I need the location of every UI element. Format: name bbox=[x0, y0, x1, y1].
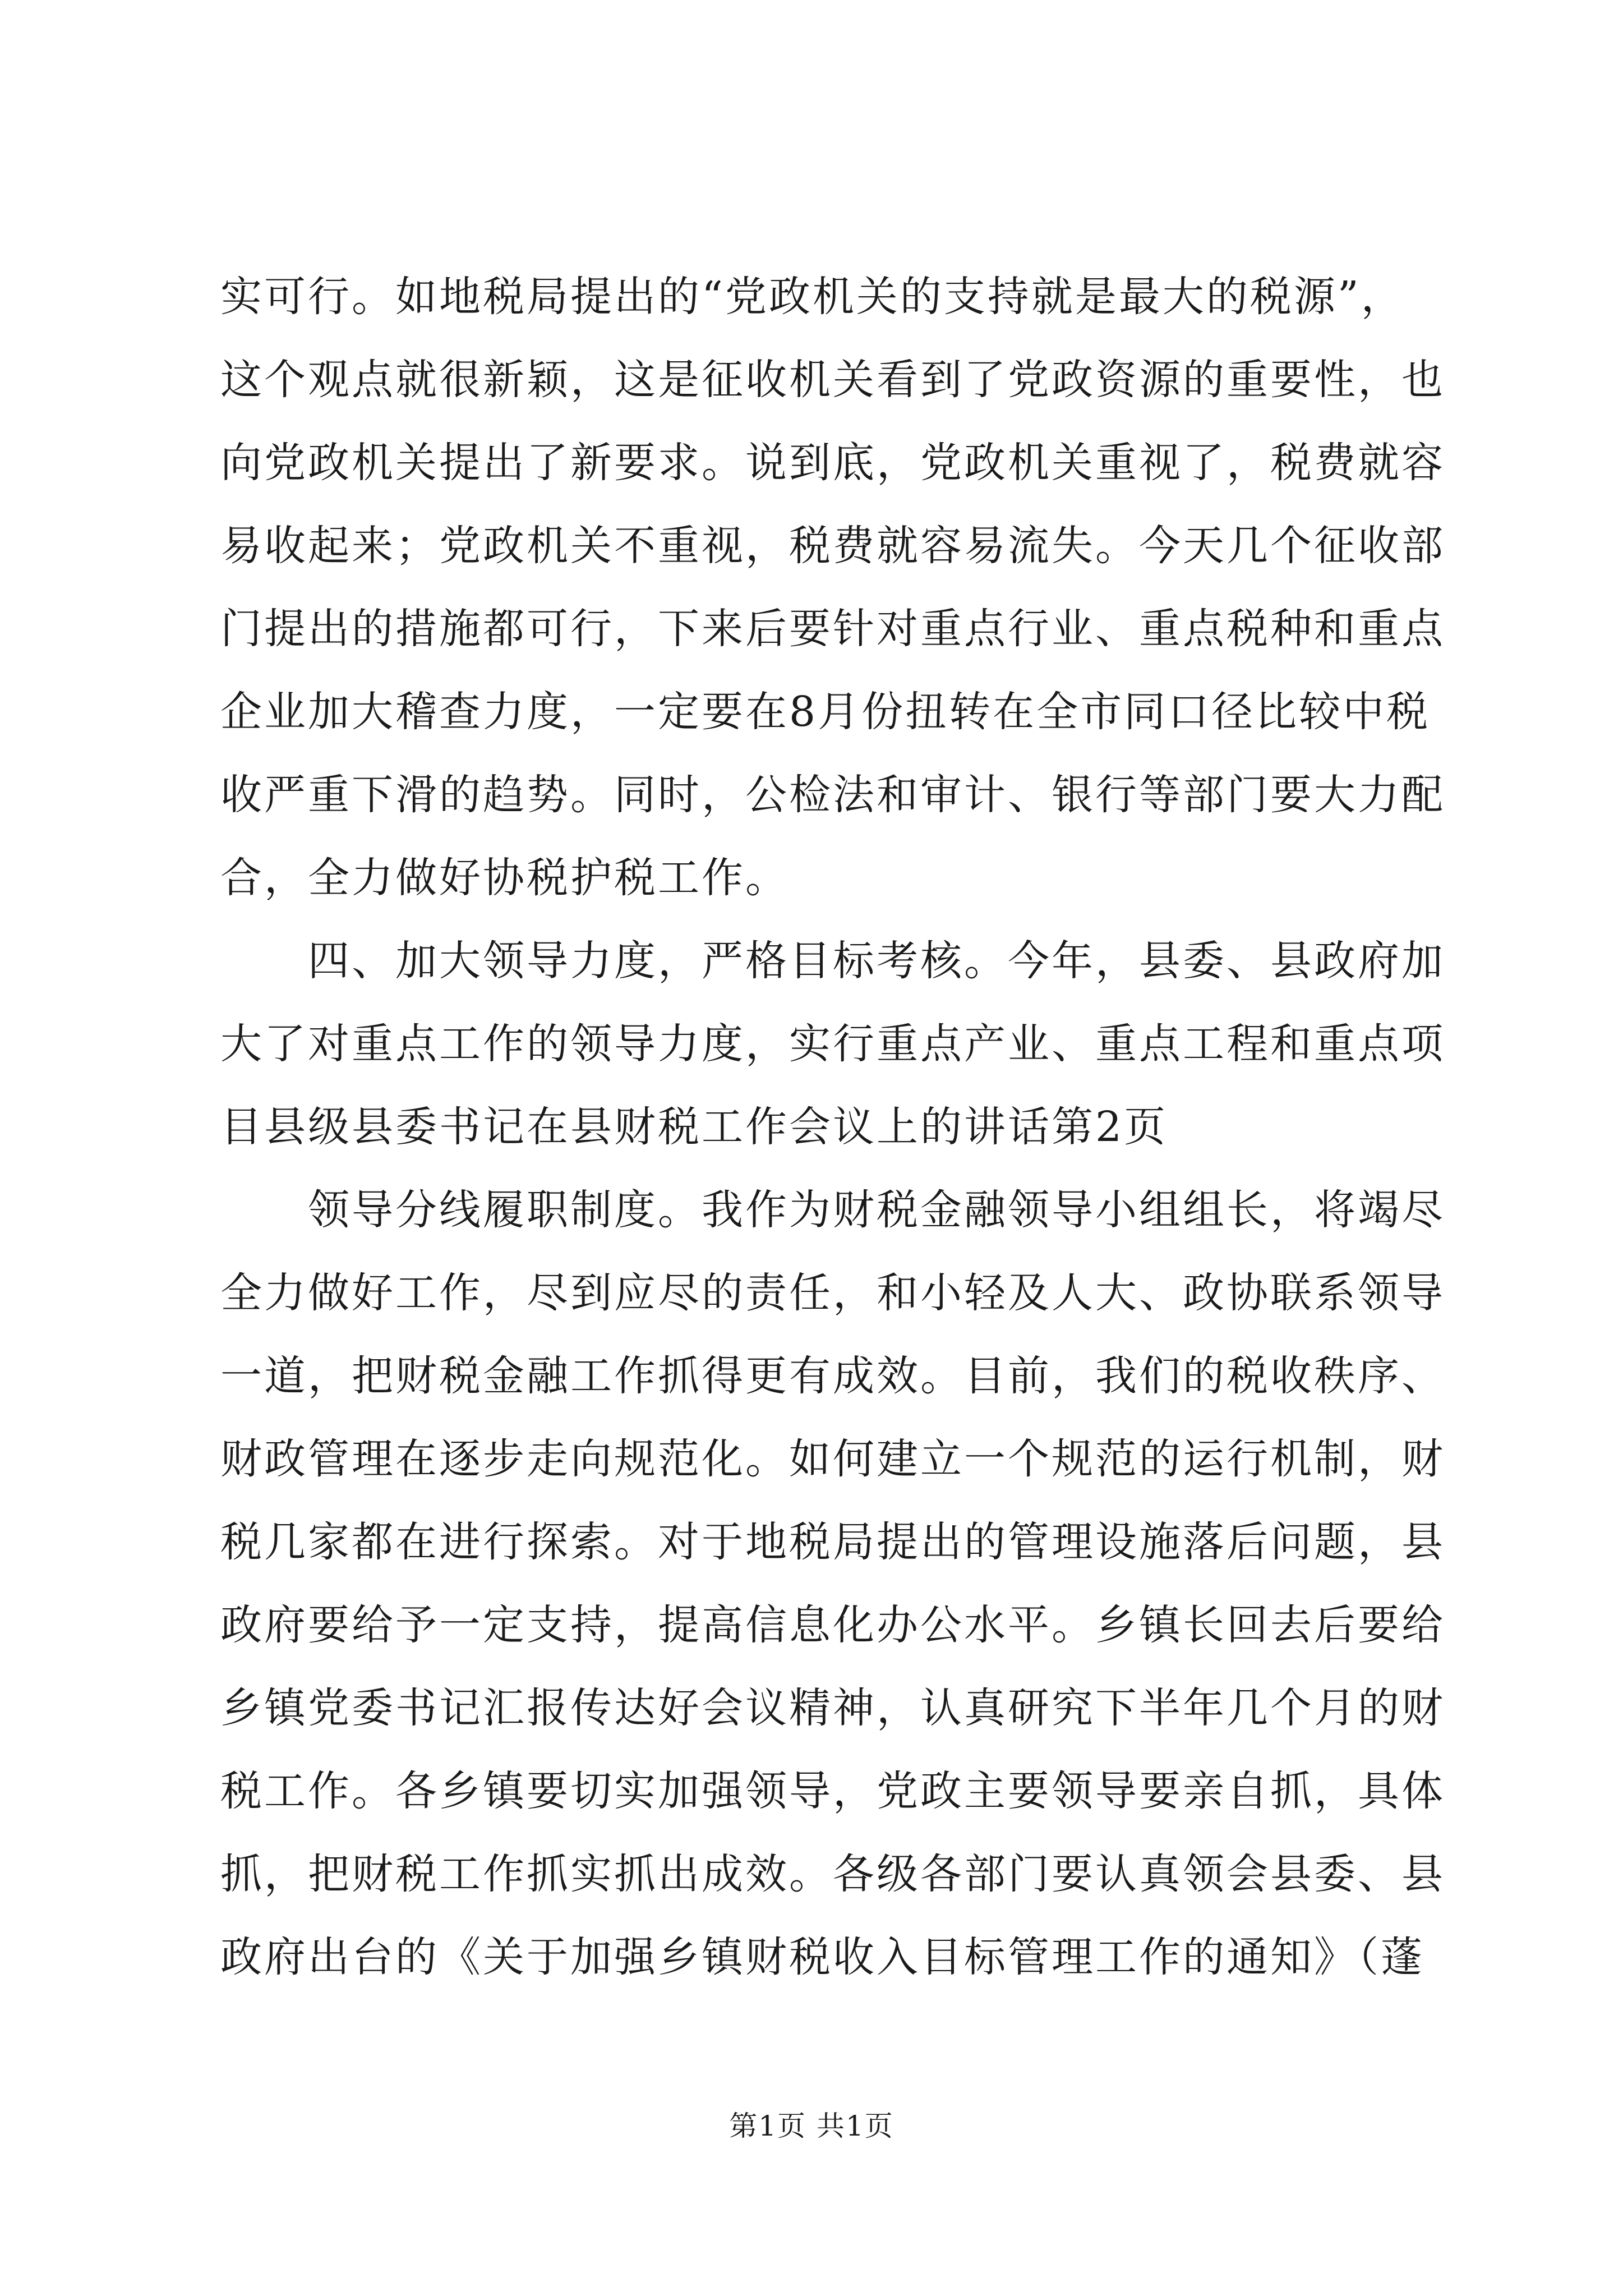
text-line: 这个观点就很新颖，这是征收机关看到了党政资源的重要性，也 bbox=[220, 356, 1445, 404]
text-line: 政府要给予一定支持，提高信息化办公水平。乡镇长回去后要给 bbox=[220, 1601, 1445, 1649]
document-body bbox=[220, 255, 1445, 1999]
text-line: 门提出的措施都可行，下来后要针对重点行业、重点税种和重点 bbox=[220, 605, 1445, 653]
text-line: 财政管理在逐步走向规范化。如何建立一个规范的运行机制，财 bbox=[220, 1435, 1445, 1483]
text-line: 抓，把财税工作抓实抓出成效。各级各部门要认真领会县委、县 bbox=[220, 1850, 1445, 1898]
text-line: 领导分线履职制度。我作为财税金融领导小组组长，将竭尽 bbox=[308, 1186, 1445, 1234]
text-line: 乡镇党委书记汇报传达好会议精神，认真研究下半年几个月的财 bbox=[220, 1684, 1445, 1732]
text-line: 一道，把财税金融工作抓得更有成效。目前，我们的税收秩序、 bbox=[220, 1352, 1445, 1400]
text-line: 全力做好工作，尽到应尽的责任，和小轻及人大、政协联系领导 bbox=[220, 1269, 1445, 1317]
text-line: 税几家都在进行探索。对于地税局提出的管理设施落后问题，县 bbox=[220, 1518, 1445, 1566]
text-line: 收严重下滑的趋势。同时，公检法和审计、银行等部门要大力配 bbox=[220, 771, 1445, 819]
text-line: 易收起来；党政机关不重视，税费就容易流失。今天几个征收部 bbox=[220, 522, 1445, 570]
text-line: 大了对重点工作的领导力度，实行重点产业、重点工程和重点项 bbox=[220, 1020, 1445, 1068]
text-line: 四、加大领导力度，严格目标考核。今年，县委、县政府加 bbox=[308, 937, 1445, 985]
page-footer: 第1页 共1页 bbox=[729, 2110, 894, 2142]
text-line: 向党政机关提出了新要求。说到底，党政机关重视了，税费就容 bbox=[220, 439, 1445, 487]
text-line: 合，全力做好协税护税工作。 bbox=[220, 854, 789, 902]
text-line: 实可行。如地税局提出的“党政机关的支持就是最大的税源”， bbox=[220, 273, 1405, 321]
text-line: 政府出台的《关于加强乡镇财税收入目标管理工作的通知》（蓬 bbox=[220, 1933, 1424, 1981]
text-line: 企业加大稽查力度，一定要在8月份扭转在全市同口径比较中税 bbox=[220, 688, 1431, 736]
text-line: 税工作。各乡镇要切实加强领导，党政主要领导要亲自抓，具体 bbox=[220, 1767, 1445, 1815]
text-line: 目县级县委书记在县财税工作会议上的讲话第2页 bbox=[220, 1103, 1168, 1151]
